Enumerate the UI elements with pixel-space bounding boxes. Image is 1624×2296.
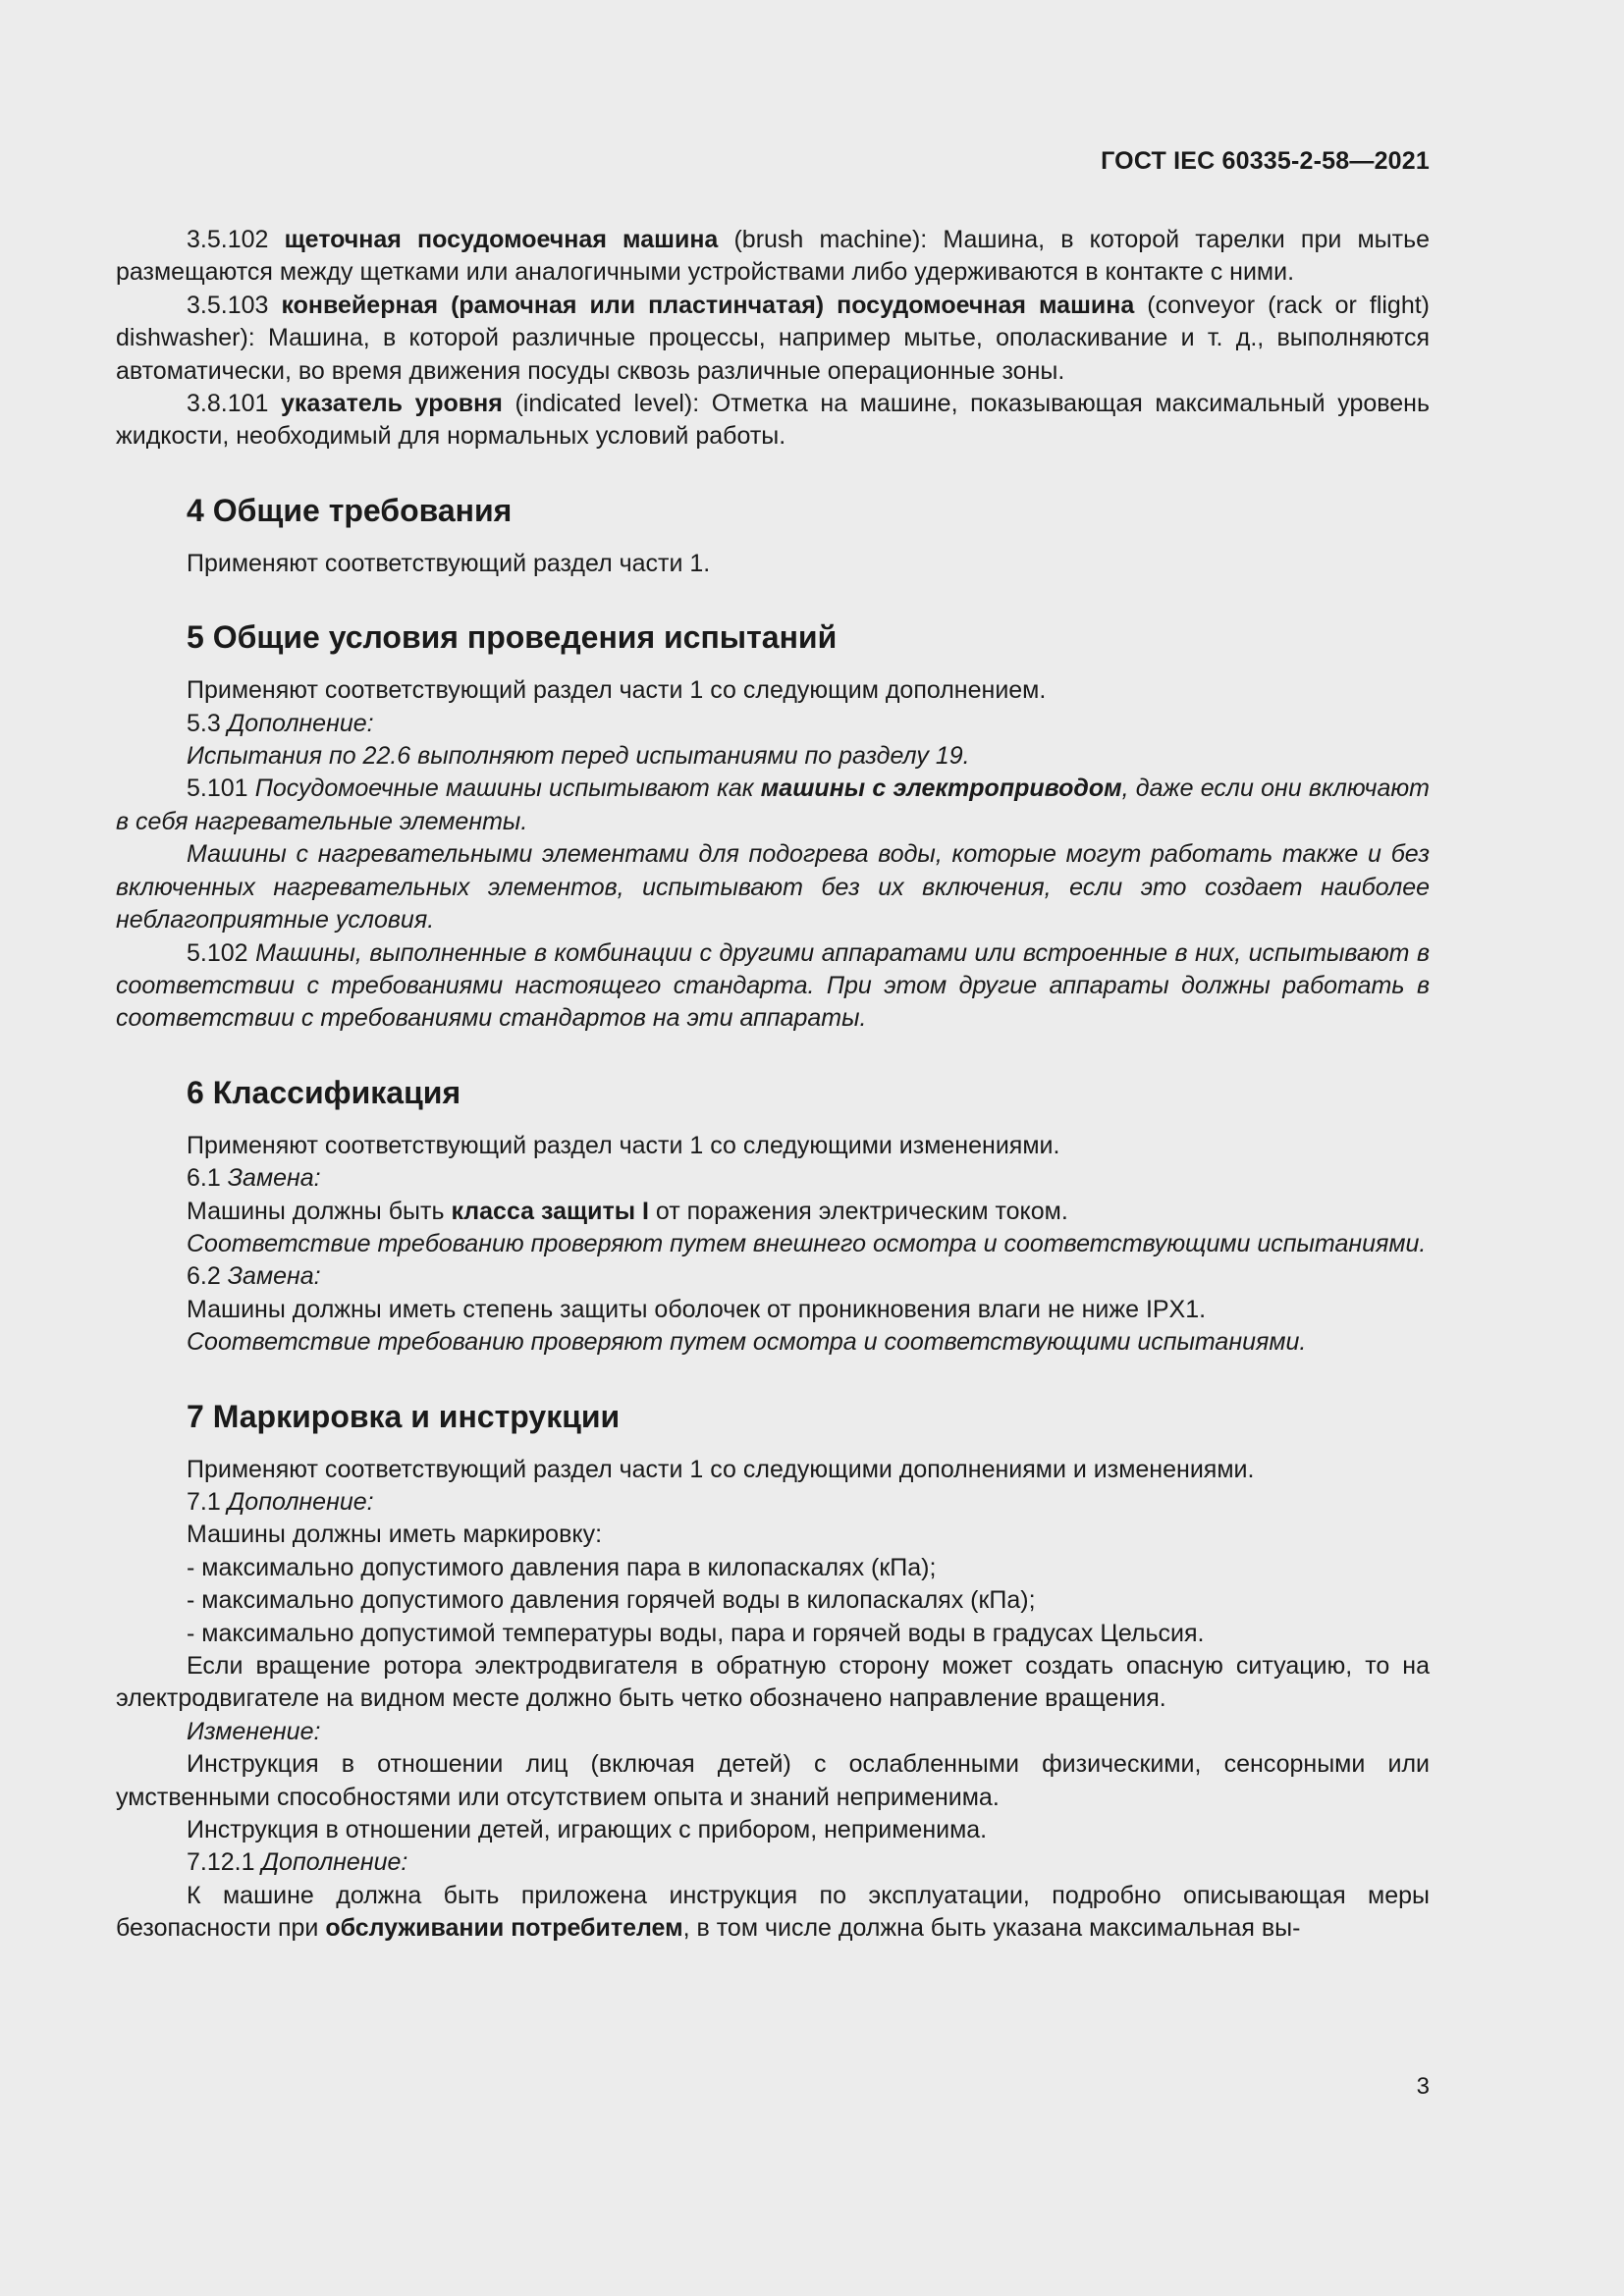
clause-6-1 — [116, 1162, 1430, 1195]
clause-text: , даже если они включают в себя нагревательные элементы. — [116, 774, 1431, 835]
clause-text: от поражения электрическим током. — [648, 1197, 1068, 1225]
section-4-text: Применяют соответствующий раздел части 1. — [187, 549, 711, 577]
clause-6-2 — [116, 1260, 1430, 1293]
clause-number: 3.8.101 — [187, 390, 282, 418]
section-5-intro: Применяют соответствующий раздел части 1 со следующим дополнением. — [187, 676, 1047, 705]
clause-number: 6.2 — [187, 1262, 228, 1291]
clause-label: Замена: — [227, 1262, 321, 1291]
section-6-heading: 6 Классификация — [187, 1074, 461, 1110]
clause-7-12-1 — [116, 1846, 1430, 1879]
clause-3-5-102 — [116, 224, 1430, 290]
clause-label: Замена: — [227, 1164, 321, 1193]
section-5-heading: 5 Общие условия проведения испытаний — [187, 619, 838, 656]
definition: (indicated level): Отметка на машине, показывающая максимальный уровень жидкости, необходимый для нормальных условий работы. — [116, 390, 1430, 451]
clause-5-102 — [116, 937, 1430, 1036]
section-7-intro: Применяют соответствующий раздел части 1 со следующими дополнениями и изменениями. — [187, 1455, 1255, 1483]
clause-number: 7.12.1 — [187, 1848, 262, 1877]
term: щеточная посудомоечная машина — [284, 226, 719, 253]
standard-header: ГОСТ IEC 60335-2-58—2021 — [1101, 147, 1430, 175]
page-number: 3 — [1416, 2073, 1430, 2100]
clause-number: 5.3 — [187, 709, 228, 737]
clause-instruction-children: Инструкция в отношении детей, играющих с прибором, неприменима. — [187, 1816, 988, 1844]
list-item: - максимально допустимого давления горячей воды в килопаскалях (кПа); — [187, 1586, 1036, 1615]
clause-label: Дополнение: — [261, 1848, 408, 1877]
clause-label: Дополнение: — [227, 1487, 374, 1516]
term: машины с электроприводом — [760, 774, 1122, 803]
clause-5-3-text: Испытания по 22.6 выполняют перед испытаниями по разделу 19. — [187, 742, 970, 771]
clause-text: К машине должна быть приложена инструкция по эксплуатации, подробно описывающая меры безопасности при — [116, 1881, 1430, 1943]
term: обслуживании потребителем — [325, 1914, 683, 1943]
clause-7-1-text: Машины должны иметь маркировку: — [187, 1521, 603, 1549]
clause-number: 5.101 — [187, 774, 255, 803]
clause-label-change: Изменение: — [187, 1717, 321, 1745]
definition: (brush machine): Машина, в которой тарелки при мытье размещаются между щетками или аналогичными устройствами либо удерживаются в контакте с ними. — [116, 226, 1430, 287]
clause-number: 5.102 — [187, 938, 256, 967]
list-item: - максимально допустимого давления пара в килопаскалях (кПа); — [187, 1553, 937, 1581]
section-7-heading: 7 Маркировка и инструкции — [187, 1398, 621, 1434]
clause-instruction-persons: Инструкция в отношении лиц (включая детей) с ослабленными физическими, сенсорными или умственными способностями или отсутствием опыта и знаний неприменима. — [116, 1750, 1430, 1811]
clause-7-1-rotation: Если вращение ротора электродвигателя в обратную сторону может создать опасную ситуацию, то на электродвигателе на видном месте должно быть четко обозначено направление вращения. — [116, 1652, 1430, 1713]
clause-6-2-text: Машины должны иметь степень защиты оболочек от проникновения влаги не ниже IPX1. — [187, 1295, 1207, 1323]
clause-number: 6.1 — [187, 1164, 228, 1193]
section-4-heading: 4 Общие требования — [187, 492, 513, 528]
clause-text: Машины должны быть — [187, 1197, 452, 1225]
clause-number: 7.1 — [187, 1487, 228, 1516]
clause-number: 3.5.102 — [187, 226, 285, 253]
clause-3-5-103 — [116, 290, 1430, 388]
clause-3-8-101 — [116, 388, 1430, 454]
clause-7-1 — [116, 1486, 1430, 1519]
clause-5-101 — [116, 773, 1430, 838]
list-item: - максимально допустимой температуры воды, пара и горячей воды в градусах Цельсия. — [187, 1619, 1205, 1647]
clause-6-1-text — [116, 1196, 1430, 1228]
term: класса защиты I — [451, 1197, 649, 1225]
clause-text: , в том числе должна быть указана максимальная вы- — [682, 1914, 1301, 1943]
clause-6-2-compliance: Соответствие требованию проверяют путем осмотра и соответствующими испытаниями. — [187, 1328, 1307, 1357]
section-6-intro: Применяют соответствующий раздел части 1 со следующими изменениями. — [187, 1131, 1060, 1159]
clause-label: Дополнение: — [227, 709, 374, 737]
clause-text: Машины, выполненные в комбинации с другими аппаратами или встроенные в них, испытывают в соответствии с требованиями настоящего стандарта. При этом другие аппараты должны работать в соответствии с требованиями стандартов на эти аппараты. — [116, 938, 1430, 1033]
term: указатель уровня — [281, 390, 503, 418]
clause-number: 3.5.103 — [187, 291, 282, 319]
clause-text: Посудомоечные машины испытывают как — [254, 774, 761, 803]
clause-6-1-compliance: Соответствие требованию проверяют путем внешнего осмотра и соответствующими испытаниями. — [187, 1229, 1427, 1257]
page-content — [116, 224, 1430, 1946]
term: конвейерная (рамочная или пластинчатая) посудомоечная машина — [281, 291, 1135, 319]
clause-5-101-note: Машины с нагревательными элементами для подогрева воды, которые могут работать также и без включенных нагревательных элементов, испытывают без их включения, если это создает наиболее неблагоприятные условия. — [116, 840, 1430, 934]
clause-5-3 — [116, 708, 1430, 740]
definition: (conveyor (rack or flight) dishwasher): Машина, в которой различные процессы, например мытье, ополаскивание и т. д., выполняются автоматически, во время движения посуды сквозь различные операционные зоны. — [116, 291, 1431, 385]
clause-7-12-1-text — [116, 1880, 1430, 1946]
